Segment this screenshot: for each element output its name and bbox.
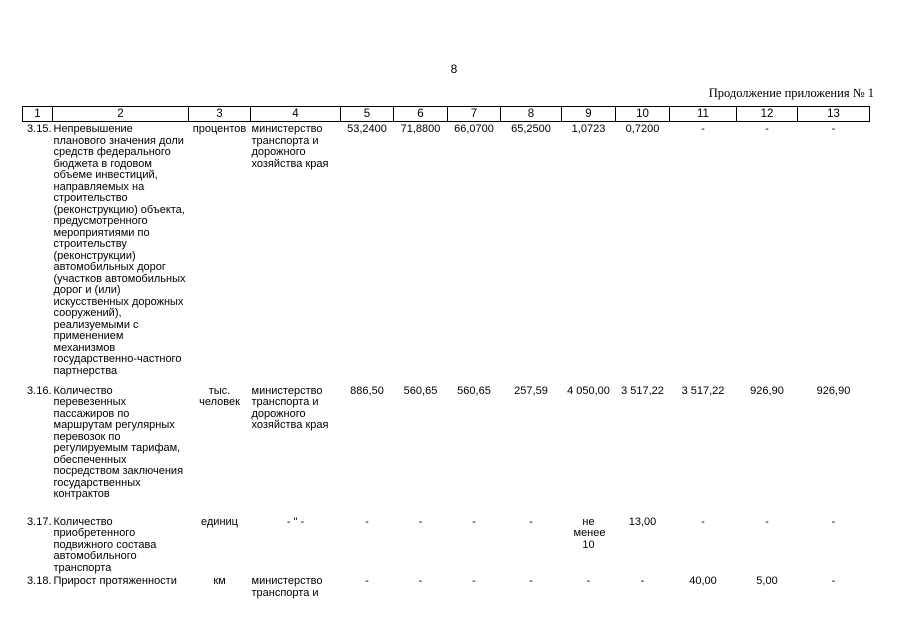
executor-cell: министерство транспорта и дорожного хозяйства края bbox=[251, 384, 329, 431]
value-cell: 13,00 bbox=[628, 515, 657, 528]
unit-cell: процентов bbox=[192, 123, 247, 135]
indicator-name: Прирост протяженности bbox=[53, 575, 177, 587]
value-cell: 926,90 bbox=[816, 384, 851, 397]
value-cell: не менее 10 bbox=[573, 515, 606, 551]
table-row bbox=[23, 574, 870, 604]
column-header: 12 bbox=[737, 107, 798, 122]
column-header: 10 bbox=[616, 107, 670, 122]
value-cell: 3 517,22 bbox=[681, 384, 725, 397]
column-header: 9 bbox=[562, 107, 616, 122]
value-cell: - bbox=[529, 575, 533, 587]
value-cell: - bbox=[831, 515, 836, 528]
indicator-name: Количество перевезенных пассажиров по маршрутам регулярных перевозок по регулируемым тарифам, обеспеченных посредством заключения государственных контрактов bbox=[53, 384, 184, 500]
value-cell: - bbox=[701, 515, 705, 528]
value-cell: - bbox=[831, 123, 836, 135]
column-header: 6 bbox=[394, 107, 448, 122]
value-cell: 1,0723 bbox=[571, 123, 606, 135]
value-cell: 257,59 bbox=[514, 384, 548, 397]
value-cell: 66,0700 bbox=[454, 123, 494, 135]
executor-cell: министерство транспорта и дорожного хозяйства края bbox=[251, 123, 329, 170]
value-cell: 560,65 bbox=[403, 384, 438, 397]
value-cell: - bbox=[365, 515, 369, 528]
value-cell: 4 050,00 bbox=[567, 384, 610, 397]
value-cell: 40,00 bbox=[689, 575, 717, 587]
value-cell: - bbox=[529, 515, 533, 528]
value-cell: 0,7200 bbox=[625, 123, 660, 135]
unit-cell: тыс. человек bbox=[199, 384, 240, 408]
column-header: 13 bbox=[798, 107, 870, 122]
row-number: 3.15. bbox=[27, 123, 52, 135]
table-row bbox=[23, 122, 870, 384]
page-number: 8 bbox=[450, 62, 458, 76]
value-cell: - bbox=[472, 515, 476, 528]
value-cell: - bbox=[765, 515, 769, 528]
row-number: 3.18. bbox=[27, 575, 52, 587]
appendix-table bbox=[22, 106, 870, 604]
table-header-row bbox=[23, 107, 870, 122]
unit-cell: км bbox=[213, 575, 226, 587]
value-cell: 53,2400 bbox=[347, 123, 387, 135]
column-header: 1 bbox=[23, 107, 53, 122]
row-number: 3.17. bbox=[27, 515, 52, 528]
indicator-name: Количество приобретенного подвижного состава автомобильного транспорта bbox=[53, 515, 157, 574]
value-cell: 886,50 bbox=[350, 384, 384, 397]
column-header: 11 bbox=[670, 107, 737, 122]
unit-cell: единиц bbox=[201, 515, 238, 528]
indicator-name: Непревышение планового значения доли средств федерального бюджета в годовом объеме инвестиций, направляемых на строительство (реконструкцию) объекта, предусмотренного мероприятиями по строительству (реконструкции) автомобильных дорог (участков автомобильных дорог и (или) искусственных дорожных сооружений), реализуемыми с применением механизмов государственно-частного партнерства bbox=[53, 123, 186, 377]
column-header: 5 bbox=[341, 107, 394, 122]
value-cell: 5,00 bbox=[756, 575, 778, 587]
table-row bbox=[23, 515, 870, 575]
executor-cell: - " - bbox=[286, 515, 305, 528]
value-cell: 71,8800 bbox=[400, 123, 441, 135]
column-header: 4 bbox=[251, 107, 341, 122]
column-header: 8 bbox=[501, 107, 562, 122]
value-cell: - bbox=[365, 575, 369, 587]
row-number: 3.16. bbox=[27, 384, 52, 397]
value-cell: 926,90 bbox=[750, 384, 784, 397]
value-cell: - bbox=[701, 123, 705, 135]
value-cell: - bbox=[765, 123, 769, 135]
value-cell: - bbox=[418, 515, 423, 528]
value-cell: - bbox=[472, 575, 476, 587]
value-cell: 3 517,22 bbox=[621, 384, 664, 397]
value-cell: - bbox=[586, 575, 591, 587]
value-cell: - bbox=[831, 575, 836, 587]
value-cell: - bbox=[640, 575, 645, 587]
column-header: 7 bbox=[448, 107, 501, 122]
executor-cell: министерство транспорта и bbox=[251, 575, 323, 599]
value-cell: 65,2500 bbox=[511, 123, 551, 135]
appendix-continuation-label: Продолжение приложения № 1 bbox=[708, 86, 874, 100]
table-row bbox=[23, 384, 870, 515]
value-cell: - bbox=[418, 575, 423, 587]
value-cell: 560,65 bbox=[457, 384, 491, 397]
column-header: 3 bbox=[189, 107, 251, 122]
column-header: 2 bbox=[53, 107, 189, 122]
